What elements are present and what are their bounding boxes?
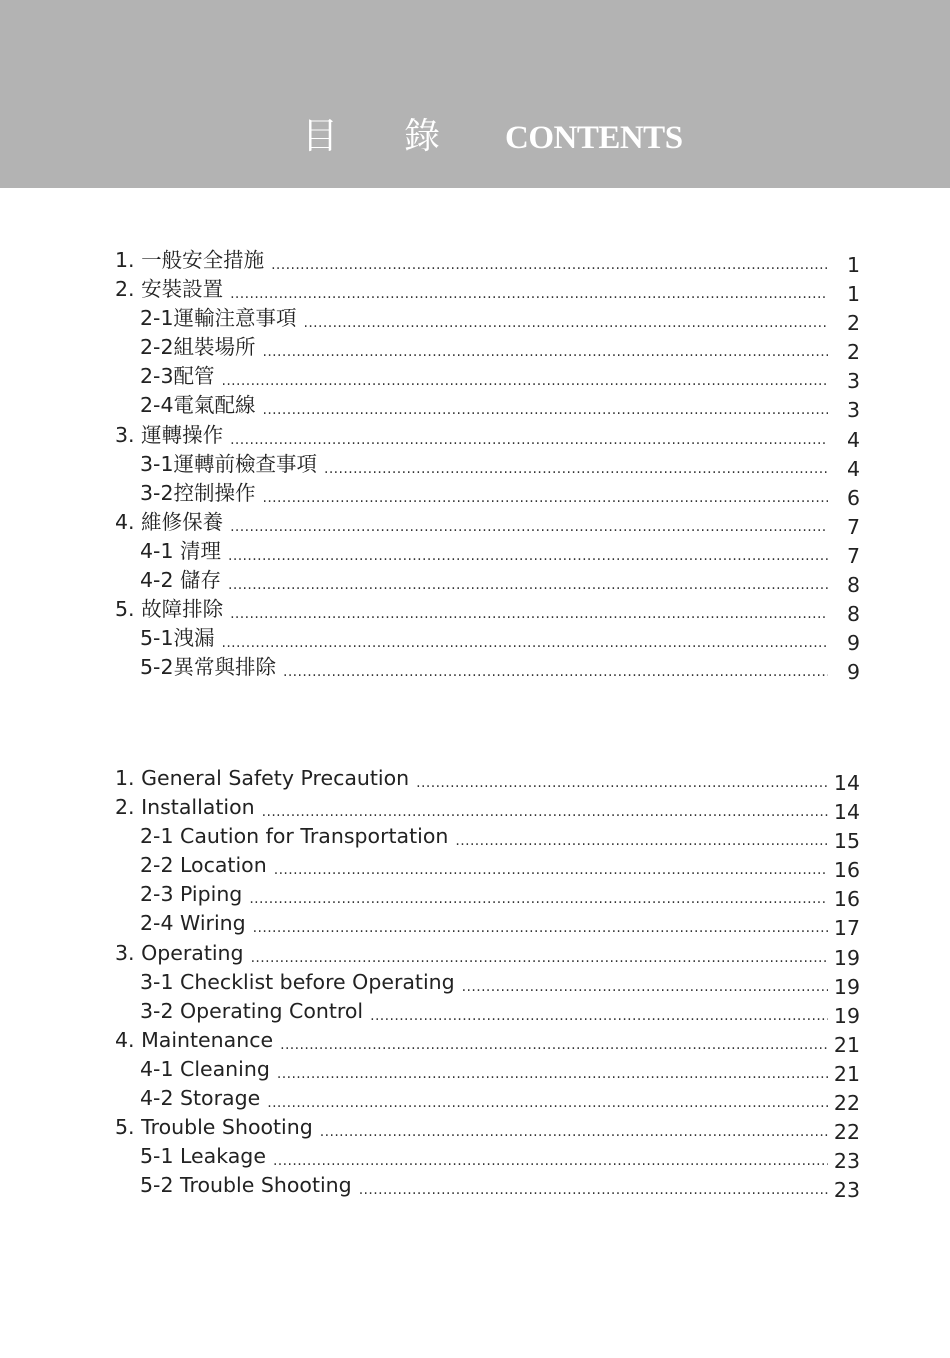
- toc-page-number: 21: [833, 1032, 860, 1057]
- toc-entry[interactable]: [115, 1171, 860, 1203]
- toc-page-number: 19: [833, 1003, 860, 1028]
- toc-entry[interactable]: [115, 275, 860, 307]
- toc-page-number: 15: [833, 829, 860, 854]
- toc-entry-title: 2-1 Caution for Transportation: [140, 824, 449, 849]
- title-cjk-lu: 錄: [404, 116, 441, 157]
- dot-leader: [262, 795, 828, 824]
- toc-entry-title: 3-1 Checklist before Operating: [140, 969, 455, 994]
- toc-entry[interactable]: [115, 793, 860, 825]
- toc-entry[interactable]: [115, 566, 860, 598]
- dot-leader: [274, 853, 828, 882]
- toc-page-number: 8: [846, 573, 860, 598]
- toc-entry-title: 3-2控制操作: [140, 480, 256, 505]
- dot-leader: [253, 911, 828, 940]
- toc-entry-title: 2-2組裝場所: [140, 335, 256, 360]
- toc-entry-title: 2. Installation: [115, 795, 255, 820]
- toc-entry-title: 5. Trouble Shooting: [115, 1115, 313, 1140]
- dot-leader: [228, 568, 828, 597]
- toc-entry-title: 2-4 Wiring: [140, 911, 246, 936]
- toc-page-number: 3: [846, 398, 860, 423]
- toc-page-number: 7: [846, 543, 860, 568]
- toc-page-number: 19: [833, 974, 860, 999]
- toc-page-number: 1: [846, 253, 860, 277]
- dot-leader: [228, 539, 828, 568]
- toc-page-number: 22: [833, 1091, 860, 1116]
- toc-page-number: 8: [846, 602, 860, 627]
- toc-page-number: 14: [833, 771, 860, 795]
- dot-leader: [320, 1115, 828, 1144]
- toc-entry-title: 3. Operating: [115, 940, 244, 965]
- dot-leader: [462, 970, 828, 999]
- toc-entry[interactable]: [115, 421, 860, 450]
- toc-english: [115, 764, 860, 1203]
- dot-leader: [267, 1086, 828, 1115]
- dot-leader: [262, 335, 828, 364]
- toc-entry[interactable]: [115, 909, 860, 941]
- toc-entry[interactable]: [115, 246, 860, 275]
- dot-leader: [221, 626, 828, 655]
- toc-entry[interactable]: [115, 508, 860, 537]
- toc-page-number: 9: [846, 660, 860, 685]
- toc-entry[interactable]: [115, 1142, 860, 1174]
- dot-leader: [230, 510, 828, 539]
- dot-leader: [416, 766, 828, 795]
- toc-entry[interactable]: [115, 1055, 860, 1084]
- toc-entry-title: 3. 運轉操作: [115, 422, 224, 447]
- toc-page-number: 6: [846, 485, 860, 510]
- dot-leader: [303, 306, 828, 335]
- dot-leader: [249, 882, 828, 911]
- header-band: [0, 0, 950, 188]
- toc-entry-title: 5-2 Trouble Shooting: [140, 1173, 352, 1198]
- toc-entry[interactable]: [115, 595, 860, 627]
- toc-page-number: 16: [833, 858, 860, 883]
- toc-entry[interactable]: [115, 764, 860, 793]
- toc-entry[interactable]: [115, 1084, 860, 1116]
- toc-entry[interactable]: [115, 653, 860, 685]
- toc-page-number: 14: [833, 800, 860, 825]
- dot-leader: [370, 999, 828, 1028]
- toc-entry-title: 4. Maintenance: [115, 1027, 274, 1052]
- toc-entry[interactable]: [115, 822, 860, 854]
- toc-page-number: 4: [846, 427, 860, 452]
- toc-entry[interactable]: [115, 304, 860, 336]
- toc-entry-title: 2-3 Piping: [140, 882, 243, 907]
- toc-entry-title: 5-1洩漏: [140, 626, 215, 651]
- dot-leader: [262, 481, 828, 510]
- toc-page-number: 16: [833, 887, 860, 912]
- toc-page-number: 23: [833, 1149, 860, 1174]
- toc-entry[interactable]: [115, 362, 860, 394]
- toc-page-number: 19: [833, 945, 860, 970]
- toc-entry-title: 4-2 Storage: [140, 1086, 261, 1111]
- toc-page-number: 4: [846, 456, 860, 481]
- toc-entry-title: 5-1 Leakage: [140, 1144, 266, 1169]
- toc-entry-title: 4. 維修保養: [115, 509, 224, 534]
- toc-page-number: 22: [833, 1120, 860, 1145]
- toc-entry[interactable]: [115, 851, 860, 883]
- toc-entry-title: 5-2異常與排除: [140, 655, 276, 680]
- toc-entry[interactable]: [115, 880, 860, 912]
- title-cjk-mu: 目: [302, 116, 339, 157]
- toc-entry-title: 4-1 清理: [140, 538, 221, 563]
- dot-leader: [251, 941, 828, 970]
- toc-entry[interactable]: [115, 450, 860, 479]
- toc-entry-title: 1. General Safety Precaution: [115, 766, 410, 790]
- toc-entry-title: 2-3配管: [140, 364, 215, 389]
- toc-entry-title: 2. 安裝設置: [115, 277, 224, 302]
- toc-entry-title: 2-1運輸注意事項: [140, 306, 297, 331]
- toc-entry-title: 2-2 Location: [140, 853, 267, 878]
- toc-entry[interactable]: [115, 537, 860, 566]
- dot-leader: [324, 452, 828, 481]
- toc-entry[interactable]: [115, 939, 860, 968]
- dot-leader: [283, 655, 828, 684]
- toc-entry[interactable]: [115, 391, 860, 423]
- toc-entry-title: 2-4電氣配線: [140, 393, 256, 418]
- dot-leader: [230, 277, 828, 306]
- dot-leader: [455, 824, 828, 853]
- toc-entry[interactable]: [115, 624, 860, 656]
- toc-entry-title: 4-2 儲存: [140, 568, 221, 593]
- dot-leader: [273, 1144, 828, 1173]
- dot-leader: [277, 1057, 828, 1086]
- toc-entry-title: 1. 一般安全措施: [115, 248, 265, 272]
- toc-entry[interactable]: [115, 1113, 860, 1145]
- dot-leader: [262, 393, 828, 422]
- toc-page-number: 9: [846, 631, 860, 656]
- toc-page-number: 2: [846, 340, 860, 365]
- toc-entry[interactable]: [115, 479, 860, 508]
- toc-entry-title: 3-1運轉前檢查事項: [140, 451, 317, 476]
- dot-leader: [221, 364, 828, 393]
- dot-leader: [230, 597, 828, 626]
- dot-leader: [359, 1173, 828, 1202]
- toc-chinese: [115, 246, 860, 685]
- toc-entry-title: 4-1 Cleaning: [140, 1056, 270, 1081]
- toc-entry[interactable]: [115, 1026, 860, 1055]
- toc-entry-title: 3-2 Operating Control: [140, 998, 364, 1023]
- toc-entry[interactable]: [115, 968, 860, 997]
- dot-leader: [230, 423, 828, 452]
- toc-page-number: 1: [846, 282, 860, 307]
- dot-leader: [271, 248, 828, 277]
- toc-page-number: 17: [833, 916, 860, 941]
- toc-page-number: 2: [846, 311, 860, 336]
- toc-page-number: 3: [846, 369, 860, 394]
- toc-entry-title: 5. 故障排除: [115, 597, 224, 622]
- toc-page-number: 21: [833, 1061, 860, 1086]
- toc-page-number: 23: [833, 1178, 860, 1203]
- dot-leader: [280, 1028, 828, 1057]
- title-contents: CONTENTS: [505, 120, 683, 156]
- toc-entry[interactable]: [115, 997, 860, 1026]
- toc-entry[interactable]: [115, 333, 860, 365]
- toc-page-number: 7: [846, 514, 860, 539]
